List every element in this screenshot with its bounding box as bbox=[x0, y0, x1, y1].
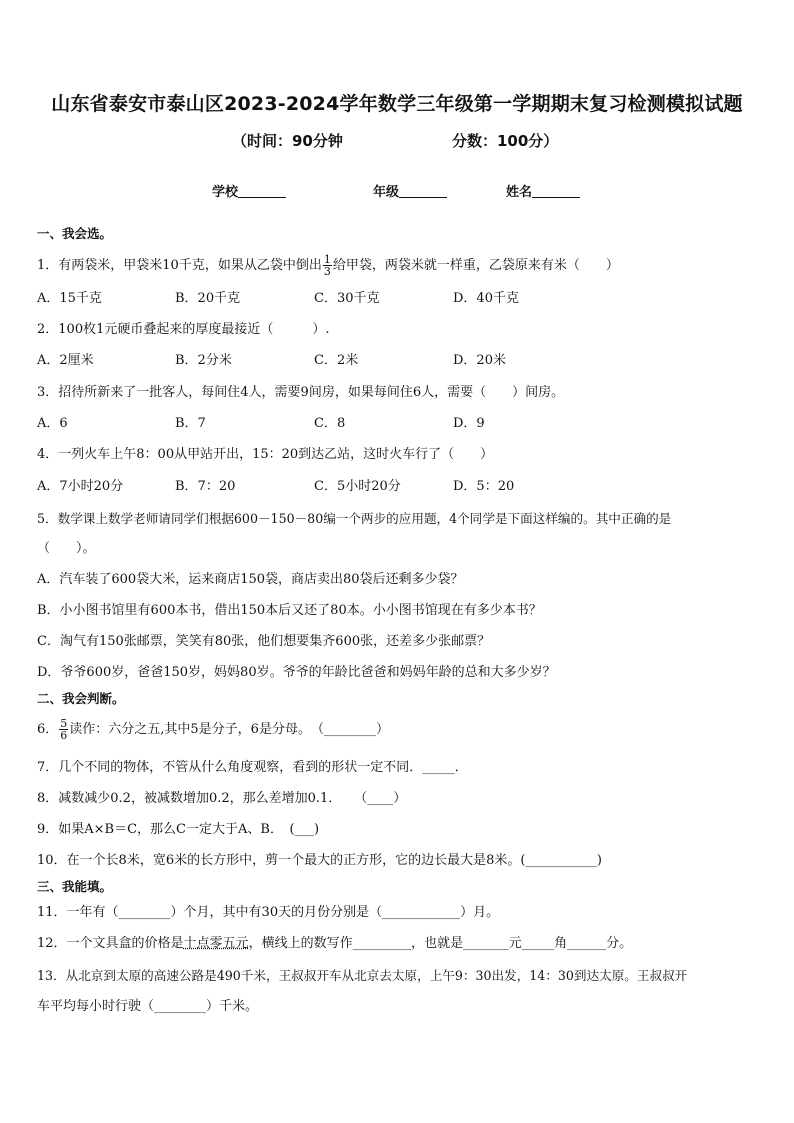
q2-option-d[interactable]: D．20米 bbox=[453, 353, 506, 368]
school-label: 学校 bbox=[212, 185, 239, 200]
exam-title: 山东省泰安市泰山区2023-2024学年数学三年级第一学期期末复习检测模拟试题 bbox=[51, 93, 743, 115]
score-label: 分数：100分） bbox=[452, 132, 559, 150]
q1-option-c[interactable]: C．30千克 bbox=[314, 291, 380, 306]
q1-option-a[interactable]: A．15千克 bbox=[37, 291, 102, 306]
question-9: 9．如果A×B＝C，那么C一定大于A、B． (___) bbox=[37, 822, 320, 837]
q4-option-b[interactable]: B．7：20 bbox=[175, 479, 236, 494]
question-11: 11．一年有（________）个月，其中有30天的月份分别是（____________）月。 bbox=[37, 905, 500, 920]
fraction-numerator: 5 bbox=[60, 717, 68, 730]
fraction-denominator: 6 bbox=[60, 729, 68, 742]
question-12-dotted-words: 十点零五元 bbox=[183, 936, 249, 951]
q2-option-b[interactable]: B．2分米 bbox=[175, 353, 232, 368]
name-label: 姓名 bbox=[506, 185, 533, 200]
name-field bbox=[506, 181, 580, 200]
q5-option-b[interactable]: B．小小图书馆里有600本书，借出150本后又还了80本。小小图书馆现在有多少本书？ bbox=[37, 603, 542, 618]
question-1-pre: 1．有两袋米，甲袋米10千克，如果从乙袋中倒出 bbox=[37, 258, 322, 273]
fraction-denominator: 3 bbox=[323, 265, 331, 278]
question-10: 10．在一个长8米，宽6米的长方形中，剪一个最大的正方形，它的边长最大是8米。(___________) bbox=[37, 853, 602, 868]
q1-option-b[interactable]: B．20千克 bbox=[175, 291, 241, 306]
section-heading-1: 一、我会选。 bbox=[37, 226, 113, 241]
question-6-post: 读作：六分之五,其中5是分子，6是分母。 （________） bbox=[69, 722, 389, 737]
q5-option-a[interactable]: A．汽车装了600袋大米，运来商店150袋，商店卖出80袋后还剩多少袋？ bbox=[37, 572, 464, 587]
q3-option-a[interactable]: A．6 bbox=[37, 416, 68, 431]
question-6 bbox=[37, 718, 389, 741]
fraction-one-third bbox=[323, 254, 332, 277]
section-heading-3: 三、我能填。 bbox=[37, 879, 113, 894]
question-5-line-2: （ ）。 bbox=[37, 541, 96, 556]
grade-label: 年级 bbox=[373, 185, 400, 200]
q4-option-d[interactable]: D．5：20 bbox=[453, 479, 515, 494]
q2-option-c[interactable]: C．2米 bbox=[314, 353, 359, 368]
question-1-post: 给甲袋，两袋米就一样重，乙袋原来有米（ ） bbox=[332, 258, 619, 273]
grade-field bbox=[373, 181, 447, 200]
question-12-pre: 12．一个文具盒的价格是 bbox=[37, 936, 184, 951]
q4-option-a[interactable]: A．7小时20分 bbox=[37, 479, 124, 494]
name-blank[interactable] bbox=[532, 185, 580, 198]
question-13-line-2: 车平均每小时行驶（________）千米。 bbox=[37, 999, 259, 1014]
question-5-line-1: 5．数学课上数学老师请同学们根据600－150－80编一个两步的应用题，4个同学是下面这样编的。其中正确的是 bbox=[37, 511, 672, 526]
question-3: 3．招待所新来了一批客人，每间住4人，需要9间房，如果每间住6人，需要（ ）间房。 bbox=[37, 385, 565, 400]
grade-blank[interactable] bbox=[399, 185, 447, 198]
question-12 bbox=[37, 936, 632, 952]
time-label: （时间：90分钟 bbox=[232, 132, 343, 150]
q3-option-d[interactable]: D．9 bbox=[453, 416, 485, 431]
question-7: 7．几个不同的物体，不管从什么角度观察，看到的形状一定不同．_____． bbox=[37, 760, 468, 775]
school-blank[interactable] bbox=[238, 185, 286, 198]
q1-option-d[interactable]: D．40千克 bbox=[453, 291, 519, 306]
q4-option-c[interactable]: C．5小时20分 bbox=[314, 479, 401, 494]
q5-option-c[interactable]: C．淘气有150张邮票，笑笑有80张，他们想要集齐600张，还差多少张邮票？ bbox=[37, 634, 491, 649]
question-2: 2．100枚1元硬币叠起来的厚度最接近（ ）. bbox=[37, 322, 330, 337]
question-4: 4．一列火车上午8：00从甲站开出，15：20到达乙站，这时火车行了（ ） bbox=[37, 447, 494, 462]
question-1 bbox=[37, 254, 619, 277]
q2-option-a[interactable]: A．2厘米 bbox=[37, 353, 94, 368]
question-12-post: ，横线上的数写作_________，也就是_______元_____角______分。 bbox=[248, 936, 633, 951]
question-6-pre: 6． bbox=[37, 722, 59, 737]
question-13-line-1: 13．从北京到太原的高速公路是490千米，王叔叔开车从北京去太原，上午9：30出发，14：30到达太原。王叔叔开 bbox=[37, 968, 688, 983]
school-field bbox=[212, 181, 286, 200]
fraction-five-sixths bbox=[59, 718, 68, 741]
section-heading-2: 二、我会判断。 bbox=[37, 691, 125, 706]
fraction-numerator: 1 bbox=[323, 253, 331, 266]
question-8: 8．减数减少0.2，被减数增加0.2，那么差增加0.1． （____） bbox=[37, 791, 407, 806]
q5-option-d[interactable]: D．爷爷600岁，爸爸150岁，妈妈80岁。爷爷的年龄比爸爸和妈妈年龄的总和大多少岁？ bbox=[37, 665, 556, 680]
q3-option-c[interactable]: C．8 bbox=[314, 416, 346, 431]
q3-option-b[interactable]: B．7 bbox=[175, 416, 206, 431]
